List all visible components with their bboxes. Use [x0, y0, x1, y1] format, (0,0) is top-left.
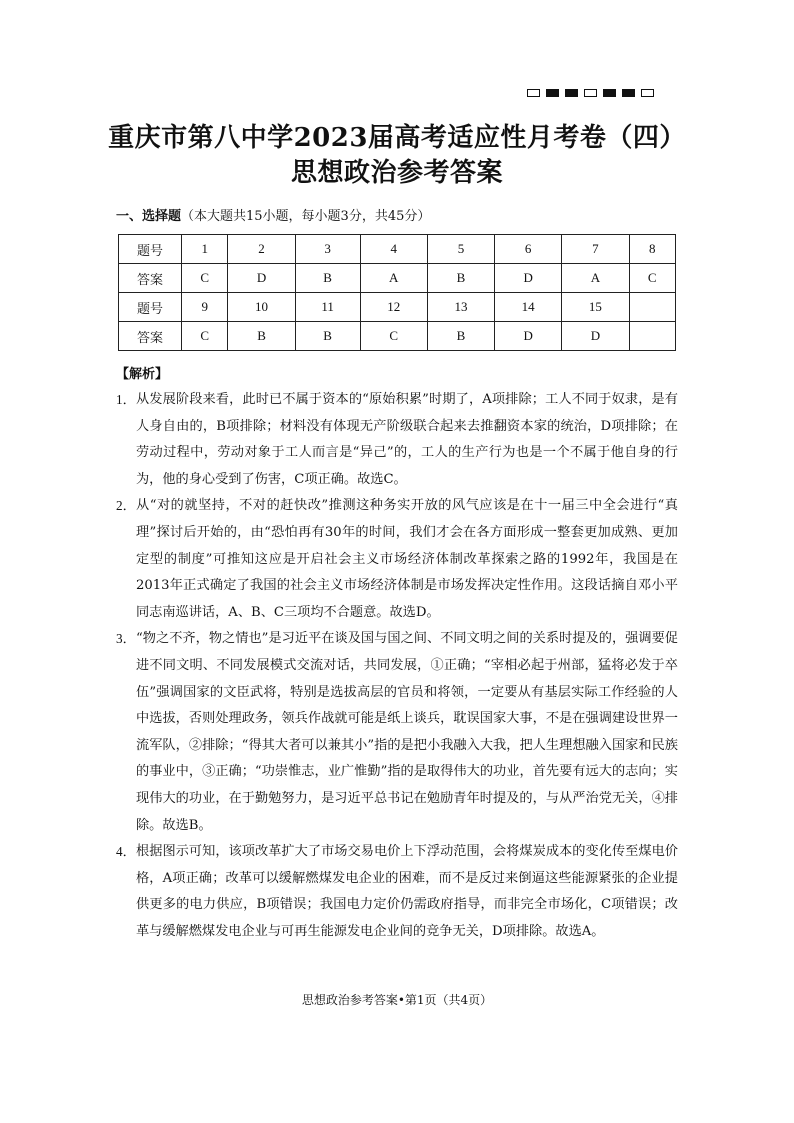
- table-cell: [629, 293, 676, 322]
- item-text: 从发展阶段来看，此时已不属于资本的“原始积累”时期了，A项排除；工人不同于奴隶，是有人身自由的，B项排除；材料没有体现无产阶级联合起来去推翻资本家的统治，D项排除；在劳动过程中，劳动对象于工人而言是“异己”的，工人的生产行为也是一个不属于他自身的行为，他的身心受到了伤害，C项正确。故选C。: [136, 392, 678, 487]
- section-note: （本大题共15小题，每小题3分，共45分）: [181, 209, 431, 224]
- analysis-item: [116, 387, 678, 493]
- mark-filled-2: [565, 89, 578, 97]
- table-cell: D: [228, 264, 295, 293]
- page-subtitle: 思想政治参考答案: [290, 158, 503, 188]
- table-cell: 13: [427, 293, 494, 322]
- table-cell: 15: [562, 293, 629, 322]
- table-cell: 5: [427, 235, 494, 264]
- item-text: 从“对的就坚持，不对的赶快改”推测这种务实开放的风气应该是在十一届三中全会进行“真理”探讨后开始的，由“恐怕再有30年的时间，我们才会在各方面形成一整套更加成熟、更加定型的制度”可推知这应是开启社会主义市场经济体制改革探索之路的1992年，我国是在2013年正式确定了我国的社会主义市场经济体制是市场发挥决定性作用。这段话摘自邓小平同志南巡讲话，A、B、C三项均不合题意。故选D。: [136, 498, 678, 620]
- table-cell: 14: [495, 293, 562, 322]
- table-cell: 8: [629, 235, 676, 264]
- table-cell: B: [295, 322, 360, 351]
- mark-filled-4: [622, 89, 635, 97]
- table-cell: B: [295, 264, 360, 293]
- section-heading: [116, 205, 430, 224]
- table-cell: 1: [182, 235, 228, 264]
- table-cell: C: [182, 264, 228, 293]
- table-row: [119, 235, 676, 264]
- page-title: 重庆市第八中学2023届高考适应性月考卷（四）: [108, 123, 686, 153]
- table-cell: D: [495, 264, 562, 293]
- item-number: 3．: [116, 631, 136, 647]
- table-cell: C: [360, 322, 427, 351]
- table-cell: A: [562, 264, 629, 293]
- row-label: 答案: [119, 264, 182, 293]
- item-text: “物之不齐，物之情也”是习近平在谈及国与国之间、不同文明之间的关系时提及的，强调要促进不同文明、不同发展模式交流对话，共同发展，①正确；“宰相必起于州部，猛将必发于卒伍”强调国家的文臣武将，特别是选拔高层的官员和将领，一定要从有基层实际工作经验的人中选拔，否则处理政务，领兵作战就可能是纸上谈兵，耽误国家大事，不是在强调建设世界一流军队，②排除；“得其大者可以兼其小”指的是把小我融入大我，把人生理想融入国家和民族的事业中，③正确；“功崇惟志，业广惟勤”指的是取得伟大的功业，首先要有远大的志向；实现伟大的功业，在于勤勉努力，是习近平总书记在勉励青年时提及的，与从严治党无关，④排除。故选B。: [136, 631, 678, 833]
- table-row: [119, 322, 676, 351]
- table-cell: B: [427, 322, 494, 351]
- item-text: 根据图示可知，该项改革扩大了市场交易电价上下浮动范围，会将煤炭成本的变化传至煤电价格，A项正确；改革可以缓解燃煤发电企业的困难，而不是反过来倒逼这些能源紧张的企业提供更多的电力供应，B项错误；我国电力定价仍需政府指导，而非完全市场化，C项错误；改革与缓解燃煤发电企业与可再生能源发电企业间的竞争无关，D项排除。故选A。: [136, 844, 678, 939]
- table-cell: C: [182, 322, 228, 351]
- mark-empty-3: [641, 89, 654, 97]
- row-label: 答案: [119, 322, 182, 351]
- table-cell: [629, 322, 676, 351]
- table-cell: 6: [495, 235, 562, 264]
- analysis-heading: 【解析】: [116, 367, 169, 382]
- table-cell: 11: [295, 293, 360, 322]
- table-cell: C: [629, 264, 676, 293]
- table-row: [119, 264, 676, 293]
- header-marks: [527, 89, 654, 97]
- mark-filled-3: [603, 89, 616, 97]
- table-cell: 7: [562, 235, 629, 264]
- mark-empty-1: [527, 89, 540, 97]
- analysis-item: [116, 626, 678, 839]
- table-cell: 2: [228, 235, 295, 264]
- page-footer: 思想政治参考答案•第1页（共4页）: [301, 993, 493, 1007]
- item-number: 4．: [116, 844, 136, 860]
- mark-empty-2: [584, 89, 597, 97]
- analysis-item: [116, 839, 678, 945]
- section-label: 一、选择题: [116, 209, 182, 224]
- answer-table: [118, 234, 676, 351]
- table-cell: A: [360, 264, 427, 293]
- mark-filled-1: [546, 89, 559, 97]
- table-cell: B: [427, 264, 494, 293]
- item-number: 1．: [116, 392, 136, 407]
- table-cell: 4: [360, 235, 427, 264]
- table-cell: 3: [295, 235, 360, 264]
- row-label: 题号: [119, 235, 182, 264]
- table-cell: D: [495, 322, 562, 351]
- table-cell: 9: [182, 293, 228, 322]
- table-row: [119, 293, 676, 322]
- row-label: 题号: [119, 293, 182, 322]
- table-cell: 12: [360, 293, 427, 322]
- item-number: 2．: [116, 498, 136, 514]
- analysis-item: [116, 493, 678, 626]
- table-cell: B: [228, 322, 295, 351]
- table-cell: D: [562, 322, 629, 351]
- analysis-list: [116, 387, 678, 945]
- table-cell: 10: [228, 293, 295, 322]
